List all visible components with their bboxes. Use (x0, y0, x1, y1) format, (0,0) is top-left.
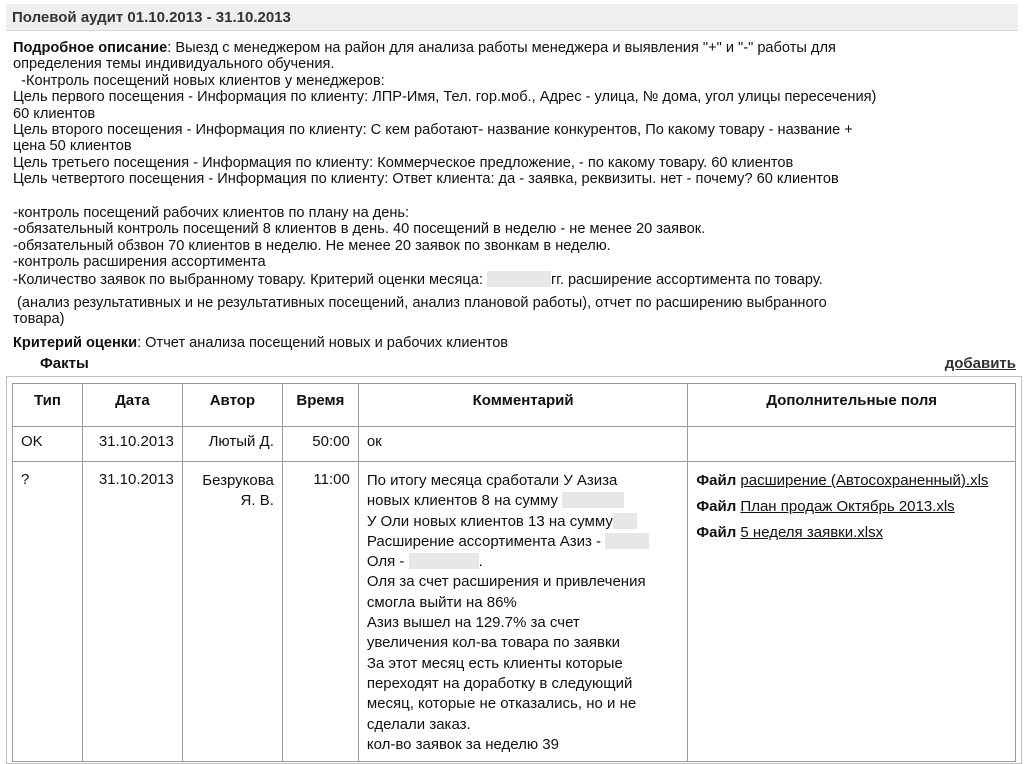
control-line: -обязательный контроль посещений 8 клиентов в день. 40 посещений в неделю - не менее 20 заявок. (13, 221, 706, 238)
page-header (6, 4, 1018, 31)
control-line: -контроль посещений рабочих клиентов по плану на день: (13, 205, 410, 221)
cell-extra-fields (688, 427, 1016, 462)
criteria-text: : Отчет анализа посещений новых и рабочих клиентов (137, 335, 509, 351)
redacted-value (613, 513, 637, 529)
column-header-author: Автор (182, 384, 282, 427)
control-block (13, 205, 1003, 288)
cell-date: 31.10.2013 (82, 427, 182, 462)
facts-title: Факты (40, 355, 89, 372)
file-entry: Файл расширение (Автосохраненный).xls (696, 472, 989, 489)
column-header-date: Дата (82, 384, 182, 427)
criteria-label: Критерий оценки (13, 335, 138, 351)
cell-author: Лютый Д. (182, 427, 282, 462)
comment-text: По итогу месяца сработали У Азиза новых клиентов 8 на сумму У Оли новых клиентов 13 на сумму Расширение ассортимента Азиз - Оля - . Оля за счет расширения и привлечения смогла выйти на 86% Азиз вышел на 129.7% за счет увеличения кол-ва товара по заявки За этот месяц есть клиенты которые переходят на доработку в следующий месяц, которые не отказались, но и не сделали заказ. кол-во заявок за неделю 39 (367, 471, 679, 755)
facts-table (12, 383, 1016, 762)
redacted-value (605, 533, 649, 549)
cell-author: Безрукова Я. В. (182, 462, 282, 762)
column-header-extra-fields: Дополнительные поля (688, 384, 1016, 427)
control-line: -обязательный обзвон 70 клиентов в неделю. Не менее 20 заявок по звонкам в неделю. (13, 237, 611, 254)
cell-extra-fields (688, 462, 1016, 762)
table-header-row (13, 384, 1016, 427)
analysis-block (13, 295, 1003, 328)
column-header-comment: Комментарий (358, 384, 687, 427)
column-header-type: Тип (13, 384, 83, 427)
cell-time: 11:00 (282, 462, 358, 762)
analysis-line: товара) (13, 311, 65, 328)
file-link[interactable]: 5 неделя заявки.xlsx (740, 524, 884, 541)
criteria-line (13, 335, 1003, 351)
description-line: Цель первого посещения - Информация по клиенту: ЛПР-Имя, Тел. гор.моб., Адрес - улица, № дома, угол улицы пересечения) (13, 89, 877, 106)
description-label: Подробное описание (13, 40, 168, 56)
description-line: Цель второго посещения - Информация по клиенту: С кем работают- название конкурентов, По какому товару - название + (13, 122, 853, 139)
cell-comment (358, 462, 687, 762)
column-header-time: Время (282, 384, 358, 427)
control-line: -контроль расширения ассортимента (13, 254, 266, 271)
description-line: Подробное описание: Выезд с менеджером на район для анализа работы менеджера и выявления "+" и "-" работы для (13, 40, 836, 56)
description-line: цена 50 клиентов (13, 138, 132, 155)
redacted-value (409, 553, 479, 569)
file-entry: Файл 5 неделя заявки.xlsx (696, 524, 884, 541)
cell-type: OK (13, 427, 83, 462)
description-line: Цель четвертого посещения - Информация по клиенту: Ответ клиента: да - заявка, реквизиты. нет - почему? 60 клиентов (13, 171, 839, 188)
cell-type: ? (13, 462, 83, 762)
redacted-value (562, 492, 624, 508)
cell-date: 31.10.2013 (82, 462, 182, 762)
analysis-line: (анализ результативных и не результативных посещений, анализ плановой работы), отчет по расширению выбранного (13, 295, 827, 311)
description-line: 60 клиентов (13, 105, 96, 122)
table-row (13, 427, 1016, 462)
page-title: Полевой аудит 01.10.2013 - 31.10.2013 (12, 9, 291, 26)
cell-time: 50:00 (282, 427, 358, 462)
file-link[interactable]: План продаж Октябрь 2013.xls (740, 498, 955, 515)
table-row (13, 462, 1016, 762)
description-line: Цель третьего посещения - Информация по клиенту: Коммерческое предложение, - по какому товару. 60 клиентов (13, 154, 794, 171)
description-line: определения темы индивидуального обучения. (13, 56, 335, 73)
file-entry: Файл План продаж Октябрь 2013.xls (696, 498, 955, 515)
cell-comment: ок (358, 427, 687, 462)
redacted-value (487, 271, 551, 287)
description-block (13, 40, 1003, 188)
add-fact-link[interactable]: добавить (944, 355, 1016, 372)
file-link[interactable]: расширение (Автосохраненный).xls (740, 472, 989, 489)
description-line: -Контроль посещений новых клиентов у менеджеров: (13, 72, 385, 89)
control-line: -Количество заявок по выбранному товару. Критерий оценки месяца: гг. расширение ассортимента по товару. (13, 271, 823, 288)
